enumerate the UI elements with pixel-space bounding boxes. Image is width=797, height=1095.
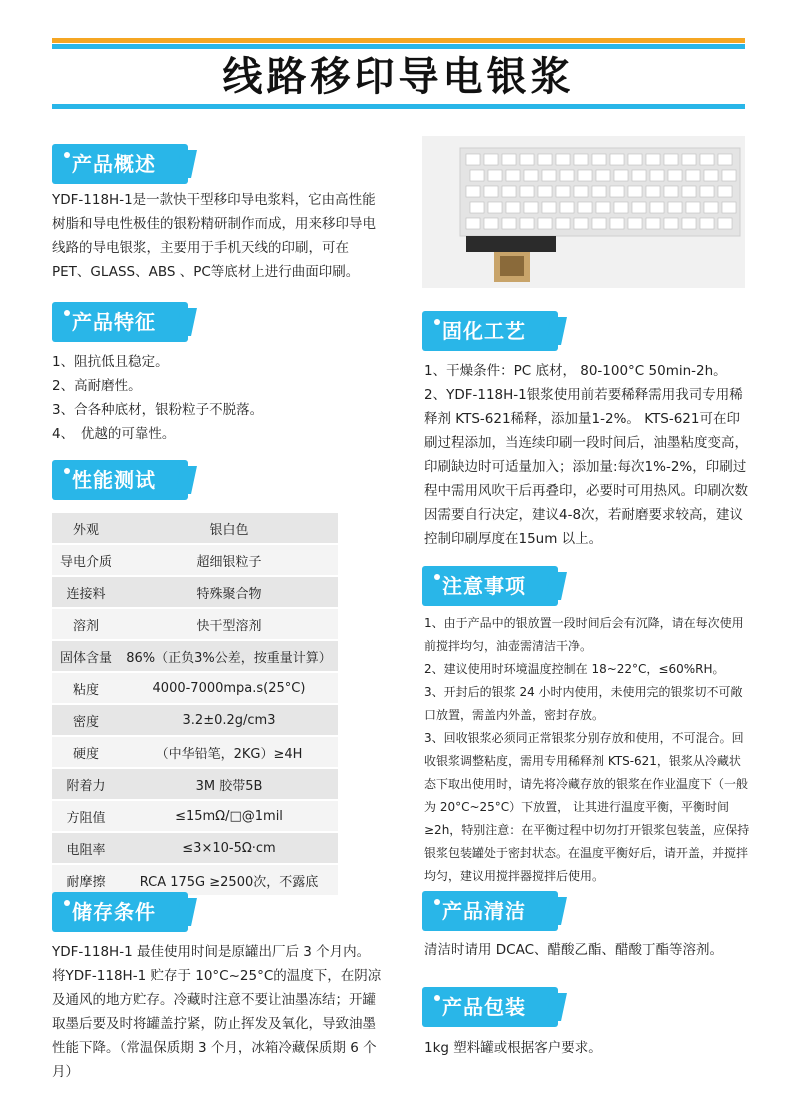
table-row — [52, 672, 338, 704]
list-item: 3、回收银浆必须同正常银浆分别存放和使用，不可混合。回收银浆调整粘度，需用专用稀释剂 KTS-621，银浆从冷藏状态下取出使用时，请先将冷藏存放的银浆在作业温度下（一般为 20°C~25°C）下放置， 让其进行温度平衡，平衡时间≥2h，特别注意：在平衡过程中切勿打开银浆包装盖，应保持银浆包装罐处于密封状态。在温度平衡好后，请开盖，并搅拌均匀，建议用搅拌器搅拌后使用。 — [424, 731, 750, 883]
keyboard-key-shape — [466, 218, 480, 229]
keyboard-key-shape — [556, 154, 570, 165]
keyboard-key-shape — [704, 202, 718, 213]
top-orange-rule — [52, 38, 745, 43]
keyboard-key-shape — [718, 154, 732, 165]
spec-value: 超细银粒子 — [120, 544, 338, 576]
list-item: 1、由于产品中的银放置一段时间后会有沉降，请在每次使用前搅拌均匀，油壶需清洁干净。 — [424, 616, 744, 653]
spec-value: 3M 胶带5B — [120, 768, 338, 800]
spec-value: RCA 175G ≥2500次，不露底 — [120, 864, 338, 896]
keyboard-key-shape — [488, 202, 502, 213]
table-row — [52, 768, 338, 800]
keyboard-key-shape — [506, 202, 520, 213]
packaging-text: 1kg 塑料罐或根据客户要求。 — [424, 1040, 602, 1056]
keyboard-key-shape — [488, 170, 502, 181]
keyboard-key-shape — [596, 170, 610, 181]
spec-label: 外观 — [52, 513, 120, 544]
list-item: 2、YDF-118H-1银浆使用前若要稀释需用我司专用稀释剂 KTS-621稀释，添加量1-2%。 KTS-621可在印刷过程添加，当连续印刷一段时间后，油墨粘度变高，印刷缺边时可适量加入；添加量:每次1%-2%，印刷过程中需用风吹干后再叠印，必要时可用热风。印刷次数因需要自行决定，建议4-8次，若耐磨要求较高，建议控制印刷厚度在15um 以上。 — [424, 387, 748, 547]
spec-label: 密度 — [52, 704, 120, 736]
spec-label: 溶剂 — [52, 608, 120, 640]
keyboard-key-shape — [610, 218, 624, 229]
features-list — [52, 350, 372, 446]
keyboard-key-shape — [470, 202, 484, 213]
keyboard-key-shape — [682, 154, 696, 165]
keyboard-key-shape — [524, 170, 538, 181]
keyboard-key-shape — [538, 218, 552, 229]
table-row — [52, 513, 338, 544]
keyboard-key-shape — [574, 186, 588, 197]
spec-label: 附着力 — [52, 768, 120, 800]
spec-value: 4000-7000mpa.s(25°C) — [120, 672, 338, 704]
list-item: 3、开封后的银浆 24 小时内使用，未使用完的银浆切不可敞口放置，需盖内外盖，密封存放。 — [424, 685, 743, 722]
list-item: 4、 优越的可靠性。 — [52, 426, 176, 442]
keyboard-key-shape — [556, 186, 570, 197]
curing-list — [424, 359, 750, 551]
keyboard-key-shape — [560, 202, 574, 213]
keyboard-key-shape — [650, 202, 664, 213]
spec-label: 固体含量 — [52, 640, 120, 672]
spec-value: ≤3×10-5Ω·cm — [120, 832, 338, 864]
keyboard-key-shape — [592, 218, 606, 229]
keyboard-key-shape — [614, 202, 628, 213]
keyboard-key-shape — [700, 186, 714, 197]
keyboard-key-shape — [718, 186, 732, 197]
spec-value: 快干型溶剂 — [120, 608, 338, 640]
keyboard-key-shape — [628, 186, 642, 197]
keyboard-key-shape — [542, 202, 556, 213]
keyboard-key-shape — [524, 202, 538, 213]
keyboard-key-shape — [704, 170, 718, 181]
keyboard-key-shape — [466, 186, 480, 197]
spec-label: 方阻值 — [52, 800, 120, 832]
keyboard-key-shape — [506, 170, 520, 181]
table-row — [52, 832, 338, 864]
cleaning-text: 清洁时请用 DCAC、醋酸乙酯、醋酸丁酯等溶剂。 — [424, 942, 724, 958]
keyboard-key-shape — [686, 170, 700, 181]
keyboard-key-shape — [682, 218, 696, 229]
keyboard-key-shape — [592, 154, 606, 165]
keyboard-key-shape — [646, 154, 660, 165]
table-row — [52, 640, 338, 672]
spec-label: 导电介质 — [52, 544, 120, 576]
section-heading-notes: 注意事项 — [422, 566, 558, 606]
keyboard-key-shape — [596, 202, 610, 213]
table-row — [52, 736, 338, 768]
keyboard-key-shape — [502, 186, 516, 197]
list-item: 1、阻抗低且稳定。 — [52, 354, 169, 370]
keyboard-key-shape — [646, 218, 660, 229]
page-title: 线路移印导电银浆 — [222, 54, 575, 100]
section-heading-cleaning: 产品清洁 — [422, 891, 558, 931]
spec-value: 3.2±0.2g/cm3 — [120, 704, 338, 736]
keyboard-key-shape — [538, 154, 552, 165]
keyboard-key-shape — [610, 154, 624, 165]
overview-text: YDF-118H-1是一款快干型移印导电浆料，它由高性能树脂和导电性极佳的银粉精研制作而成，用来移印导电线路的导电银浆，主要用于手机天线的印刷，可在PET、GLASS、ABS 、PC等底材上进行曲面印刷。 — [52, 192, 376, 280]
keyboard-key-shape — [664, 154, 678, 165]
product-photo — [422, 136, 745, 288]
spec-value: ≤15mΩ/□@1mil — [120, 800, 338, 832]
section-heading-curing: 固化工艺 — [422, 311, 558, 351]
keyboard-key-shape — [520, 218, 534, 229]
table-row — [52, 576, 338, 608]
keyboard-key-shape — [632, 202, 646, 213]
keyboard-key-shape — [466, 154, 480, 165]
keyboard-key-shape — [614, 170, 628, 181]
keyboard-key-shape — [578, 170, 592, 181]
list-item: 3、合各种底材，银粉粒子不脱落。 — [52, 402, 264, 418]
keyboard-key-shape — [628, 218, 642, 229]
storage-text: YDF-118H-1 最佳使用时间是原罐出厂后 3 个月内。将YDF-118H-1 贮存于 10°C~25°C的温度下，在阴凉及通风的地方贮存。冷藏时注意不要让油墨冻结；开罐取墨后要及时将罐盖拧紧，防止挥发及氧化，导致油墨性能下降。（常温保质期 3 个月，冰箱冷藏保质期 6 个月） — [52, 944, 382, 1080]
list-item: 1、干燥条件：PC 底材， 80-100°C 50min-2h。 — [424, 363, 727, 379]
keyboard-key-shape — [578, 202, 592, 213]
keyboard-key-shape — [502, 218, 516, 229]
list-item: 2、高耐磨性。 — [52, 378, 142, 394]
keyboard-key-shape — [470, 170, 484, 181]
keyboard-key-shape — [542, 170, 556, 181]
keyboard-key-shape — [632, 170, 646, 181]
keyboard-key-shape — [700, 218, 714, 229]
keyboard-key-shape — [664, 186, 678, 197]
keyboard-key-shape — [628, 154, 642, 165]
table-row — [52, 704, 338, 736]
spec-value: 银白色 — [120, 513, 338, 544]
keyboard-circuit-image — [422, 136, 745, 288]
keyboard-key-shape — [520, 186, 534, 197]
table-row — [52, 544, 338, 576]
spec-value: 86%（正负3%公差，按重量计算） — [120, 640, 338, 672]
keyboard-key-shape — [484, 186, 498, 197]
list-item: 2、建议使用时环境温度控制在 18~22°C，≤60%RH。 — [424, 662, 725, 676]
top-blue-rule — [52, 44, 745, 49]
section-heading-tests: 性能测试 — [52, 460, 188, 500]
spec-label: 粘度 — [52, 672, 120, 704]
keyboard-key-shape — [650, 170, 664, 181]
keyboard-key-shape — [718, 218, 732, 229]
spec-table — [52, 513, 338, 897]
keyboard-key-shape — [574, 154, 588, 165]
keyboard-key-shape — [664, 218, 678, 229]
keyboard-key-shape — [502, 154, 516, 165]
table-row — [52, 608, 338, 640]
keyboard-key-shape — [520, 154, 534, 165]
section-heading-features: 产品特征 — [52, 302, 188, 342]
keyboard-key-shape — [668, 170, 682, 181]
keyboard-key-shape — [700, 154, 714, 165]
keyboard-key-shape — [574, 218, 588, 229]
spec-label: 电阻率 — [52, 832, 120, 864]
keyboard-key-shape — [484, 154, 498, 165]
title-underline — [52, 104, 745, 109]
table-row — [52, 800, 338, 832]
keyboard-key-shape — [556, 218, 570, 229]
notes-list — [424, 612, 752, 888]
keyboard-key-shape — [686, 202, 700, 213]
keyboard-key-shape — [722, 170, 736, 181]
keyboard-key-shape — [610, 186, 624, 197]
keyboard-key-shape — [538, 186, 552, 197]
spec-value: 特殊聚合物 — [120, 576, 338, 608]
keyboard-key-shape — [560, 170, 574, 181]
spec-value: （中华铅笔，2KG）≥4H — [120, 736, 338, 768]
keyboard-key-shape — [592, 186, 606, 197]
spec-label: 硬度 — [52, 736, 120, 768]
spec-label: 连接料 — [52, 576, 120, 608]
section-heading-storage: 储存条件 — [52, 892, 188, 932]
keyboard-key-shape — [682, 186, 696, 197]
spec-label: 耐摩擦 — [52, 864, 120, 896]
keyboard-key-shape — [668, 202, 682, 213]
section-heading-packaging: 产品包装 — [422, 987, 558, 1027]
section-heading-overview: 产品概述 — [52, 144, 188, 184]
keyboard-key-shape — [646, 186, 660, 197]
keyboard-key-shape — [484, 218, 498, 229]
keyboard-key-shape — [722, 202, 736, 213]
